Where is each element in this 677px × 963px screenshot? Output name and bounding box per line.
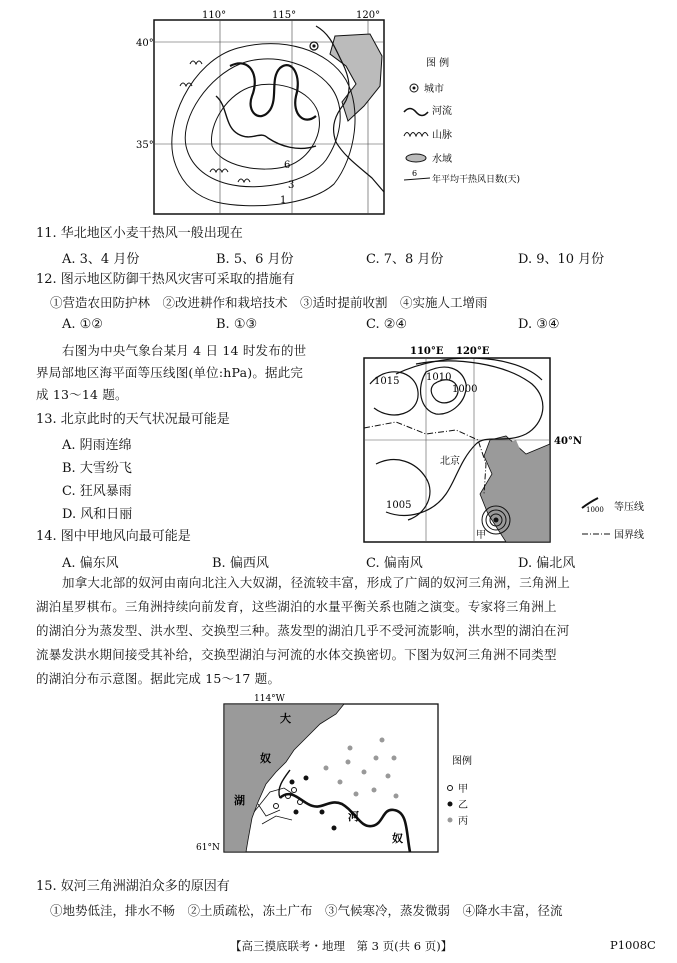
map3-lon-label: 114°W (254, 694, 285, 704)
q12-measures: ①营造农田防护林 ②改进耕作和栽培技术 ③适时提前收割 ④实施人工增雨 (50, 295, 488, 310)
legend-lake-c-icon (448, 818, 453, 823)
map1-lon-label: 110° (202, 10, 227, 21)
map1-lat-label: 35° (136, 140, 154, 151)
map2-legend-isobar: 等压线 (614, 502, 644, 513)
intro-15-17-line: 湖泊星罗棋布。三角洲持续向前发育，这些湖泊的水量平衡关系也随之演变。专家将三角洲上 (36, 599, 557, 614)
map3-legend-item: 甲 (458, 784, 468, 795)
legend-river-icon (404, 109, 428, 116)
intro-13-14-line: 成 13～14 题。 (36, 387, 128, 402)
question-13-stem: 13. 北京此时的天气状况最可能是 (36, 412, 230, 427)
q12-option-c[interactable]: C. ②④ (366, 317, 408, 332)
slave-river-delta-map (196, 692, 486, 870)
q13-option-a[interactable]: A. 阴雨连绵 (62, 438, 132, 453)
intro-13-14-line: 右图为中央气象台某月 4 日 14 时发布的世 (62, 343, 307, 358)
q12-option-a[interactable]: A. ①② (62, 317, 103, 332)
q11-option-a[interactable]: A. 3、4 月份 (62, 252, 140, 267)
page-footer: 【高三摸底联考・地理 第 3 页(共 6 页)】 (230, 939, 453, 953)
q13-option-b[interactable]: B. 大雪纷飞 (62, 461, 132, 476)
q15-options-line: ①地势低洼，排水不畅 ②土质疏松，冻土广布 ③气候寒冷，蒸发微弱 ④降水丰富，径流 (50, 903, 563, 918)
question-11-stem: 11. 华北地区小麦干热风一般出现在 (36, 226, 243, 241)
isobar-label: 1005 (386, 500, 412, 511)
q11-option-c[interactable]: C. 7、8 月份 (366, 252, 444, 267)
isobar-label: 1015 (374, 376, 400, 387)
q14-option-d[interactable]: D. 偏北风 (518, 556, 576, 571)
map1-lon-label: 115° (272, 10, 297, 21)
q13-option-c[interactable]: C. 狂风暴雨 (62, 484, 132, 499)
q11-option-d[interactable]: D. 9、10 月份 (518, 252, 605, 267)
isobar-label: 1010 (426, 372, 452, 383)
map1-legend-title: 图 例 (426, 58, 450, 69)
map2-legend-border: 国界线 (614, 530, 644, 541)
map3-river-char: 奴 (392, 832, 403, 845)
map3-legend-item: 丙 (458, 816, 468, 827)
q12-option-d[interactable]: D. ③④ (518, 317, 560, 332)
q12-option-b[interactable]: B. ①③ (216, 317, 258, 332)
question-15-stem: 15. 奴河三角洲湖泊众多的原因有 (36, 879, 230, 894)
map1-lat-label: 40° (136, 38, 154, 49)
low-pressure-center-icon (482, 506, 510, 534)
legend-city-label: 城市 (424, 84, 444, 95)
map2-lon-label: 110°E (410, 346, 444, 357)
map2-lon-label: 120°E (456, 346, 490, 357)
map1-contour-label: 1 (280, 195, 287, 206)
legend-water-label: 水域 (432, 154, 452, 165)
intro-15-17-line: 加拿大北部的奴河由南向北注入大奴湖，径流较丰富，形成了广阔的奴河三角洲，三角洲上 (62, 575, 571, 590)
map1-contour-label: 6 (284, 160, 291, 171)
legend-river-label: 河流 (432, 106, 452, 117)
map1-lon-label: 120° (356, 10, 381, 21)
intro-13-14-line: 界局部地区海平面等压线图(单位:hPa)。据此完 (36, 365, 304, 380)
map3-legend-item: 乙 (458, 800, 468, 811)
q14-option-c[interactable]: C. 偏南风 (366, 556, 423, 571)
q14-option-b[interactable]: B. 偏西风 (212, 556, 269, 571)
isobar-label: 1000 (452, 384, 478, 395)
isobar-map (356, 344, 677, 546)
map3-lake-char: 奴 (260, 752, 271, 765)
legend-lake-a-icon (448, 786, 453, 791)
map1-contour-label: 3 (288, 180, 295, 191)
question-14-stem: 14. 图中甲地风向最可能是 (36, 529, 191, 544)
map3-lat-label: 61°N (196, 843, 220, 853)
legend-isoline-sample: 6 (412, 169, 418, 178)
map2-city-label: 北京 (440, 456, 460, 467)
map3-lake-char: 大 (280, 712, 291, 725)
map2-point-label: 甲 (476, 530, 486, 541)
map3-river-char: 河 (348, 810, 359, 823)
paper-code: P1008C (610, 938, 656, 952)
legend-mountain-label: 山脉 (432, 130, 452, 141)
q11-option-b[interactable]: B. 5、6 月份 (216, 252, 294, 267)
intro-15-17-line: 流暴发洪水期间接受其补给，交换型湖泊与河流的水体交换密切。下图为奴河三角洲不同类型 (36, 647, 557, 662)
legend-lake-b-icon (448, 802, 453, 807)
intro-15-17-line: 的湖泊分布示意图。据此完成 15～17 题。 (36, 671, 281, 686)
question-12-stem: 12. 图示地区防御干热风灾害可采取的措施有 (36, 272, 295, 287)
q14-option-a[interactable]: A. 偏东风 (62, 556, 119, 571)
legend-isoline-label: 年平均干热风日数(天) (432, 175, 521, 185)
intro-15-17-line: 的湖泊分为蒸发型、洪水型、交换型三种。蒸发型的湖泊几乎不受河流影响，洪水型的湖泊在河 (36, 623, 570, 638)
legend-water-icon (406, 154, 426, 162)
map2-lat-label: 40°N (554, 436, 583, 447)
map3-legend-title: 图例 (452, 756, 472, 767)
map3-lake-char: 湖 (234, 794, 245, 807)
wheat-dry-hot-wind-map (120, 6, 677, 218)
legend-mountain-icon (404, 133, 428, 137)
map2-legend-isobar-sample: 1000 (586, 506, 604, 514)
q13-option-d[interactable]: D. 风和日丽 (62, 507, 133, 522)
